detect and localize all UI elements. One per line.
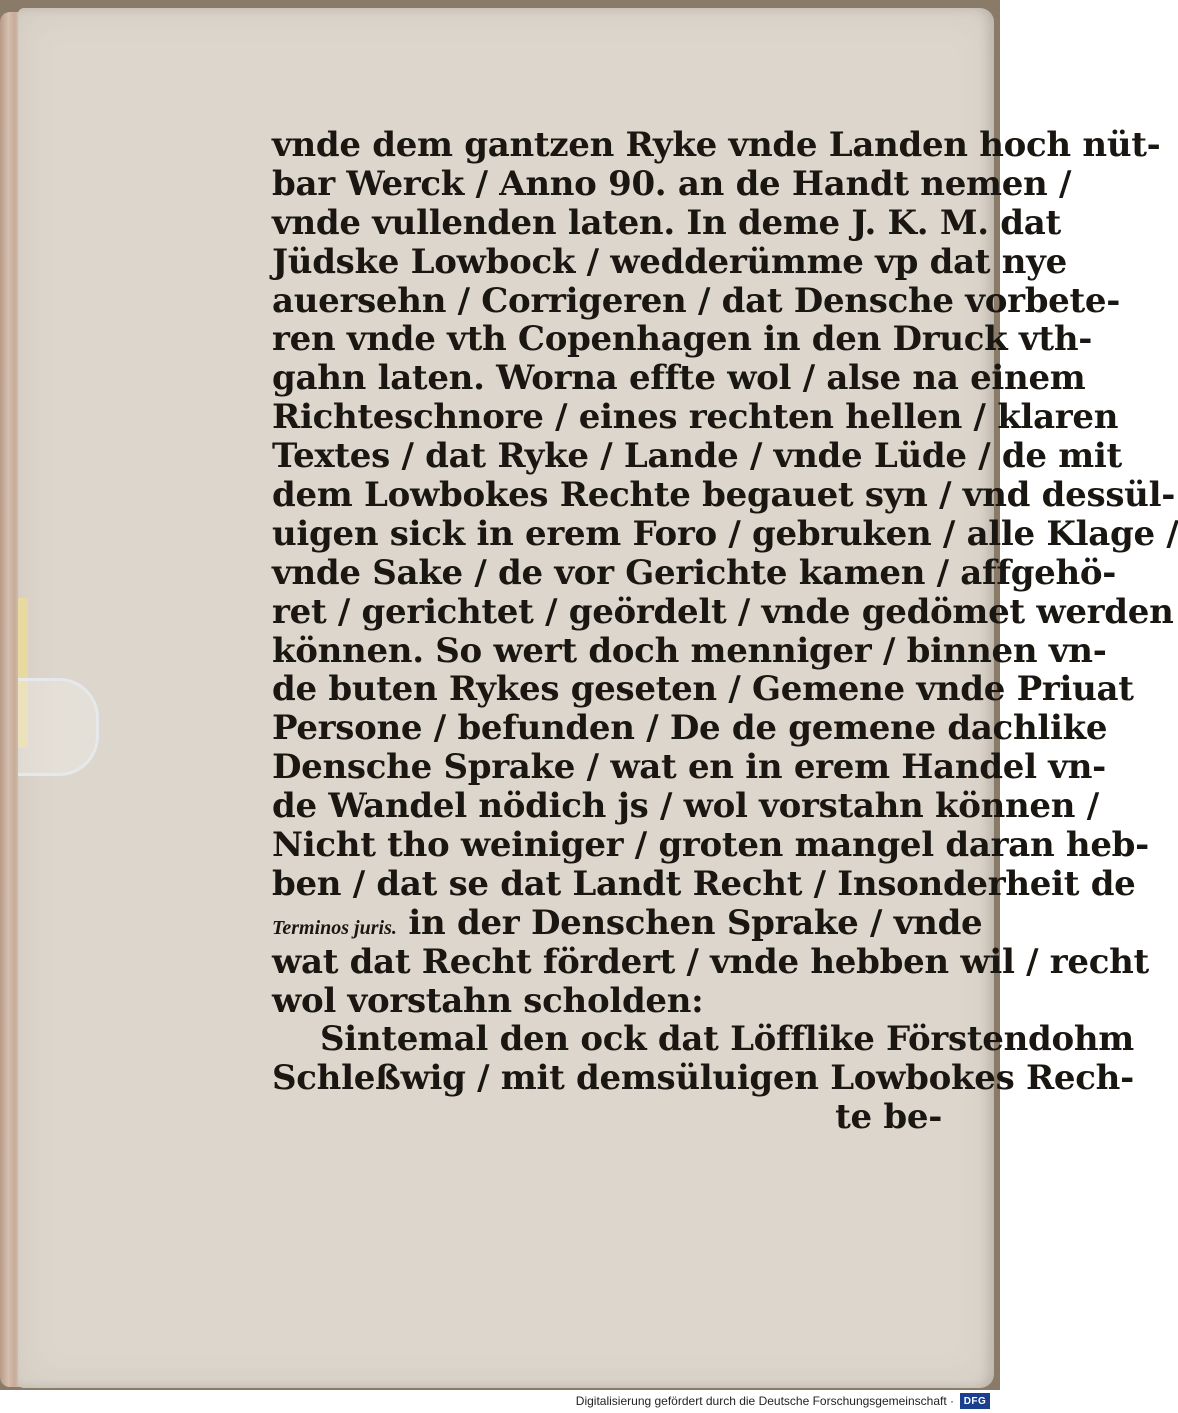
- text-line-with-latin-term: [272, 902, 983, 943]
- latin-term: Terminos juris.: [272, 916, 397, 939]
- credit-text: Digitalisierung gefördert durch die Deutsche Forschungsgemeinschaft ·: [575, 1394, 954, 1408]
- text-line: de Wandel nödich js / wol vorstahn können /: [272, 786, 1099, 827]
- text-line: wol vorstahn scholden:: [272, 980, 704, 1021]
- catchword: te be-: [835, 1097, 942, 1138]
- text-line: Richteschnore / eines rechten hellen / klaren: [272, 397, 1119, 438]
- text-line: ret / gerichtet / geördelt / vnde gedömet werden: [272, 591, 1174, 632]
- text-line: Densche Sprake / wat en in erem Handel vn-: [272, 747, 1106, 788]
- text-line: ren vnde vth Copenhagen in den Druck vth-: [272, 319, 1093, 360]
- text-line: auersehn / Corrigeren / dat Densche vorbete-: [272, 280, 1121, 321]
- text-line: wat dat Recht fördert / vnde hebben wil / recht: [272, 941, 1149, 982]
- text-line: dem Lowbokes Rechte begauet syn / vnd dessül-: [272, 475, 1176, 516]
- digitization-credit: [576, 1392, 990, 1410]
- text-line-continuation: in der Denschen Sprake / vnde: [408, 902, 983, 943]
- page-clip: [18, 678, 99, 776]
- text-line: Persone / befunden / De de gemene dachlike: [272, 708, 1108, 749]
- text-line: ben / dat se dat Landt Recht / Insonderheit de: [272, 863, 1136, 904]
- page-text: [272, 125, 1178, 1138]
- text-line: Jüdske Lowbock / wedderümme vp dat nye: [272, 241, 1067, 282]
- text-line: vnde dem gantzen Ryke vnde Landen hoch nüt-: [272, 125, 1161, 165]
- text-line: gahn laten. Worna effte wol / alse na einem: [272, 358, 1086, 399]
- text-line: de buten Rykes geseten / Gemene vnde Priuat: [272, 669, 1134, 710]
- text-line: vnde Sake / de vor Gerichte kamen / affgehö-: [272, 552, 1117, 593]
- text-line: Schleßwig / mit demsüluigen Lowbokes Rech-: [272, 1058, 1134, 1099]
- text-line: vnde vullenden laten. In deme J. K. M. dat: [272, 202, 1061, 243]
- text-line: uigen sick in erem Foro / gebruken / alle Klage /: [272, 513, 1178, 554]
- text-line: Textes / dat Ryke / Lande / vnde Lüde / de mit: [272, 436, 1122, 477]
- dfg-logo-icon: DFG: [960, 1393, 990, 1409]
- text-line: können. So wert doch menniger / binnen vn-: [272, 630, 1107, 671]
- text-line: Nicht tho weiniger / groten mangel daran heb-: [272, 825, 1149, 866]
- paragraph-first-line: Sintemal den ock dat Löfflike Förstendohm: [320, 1019, 1134, 1060]
- text-line: bar Werck / Anno 90. an de Handt nemen /: [272, 163, 1072, 204]
